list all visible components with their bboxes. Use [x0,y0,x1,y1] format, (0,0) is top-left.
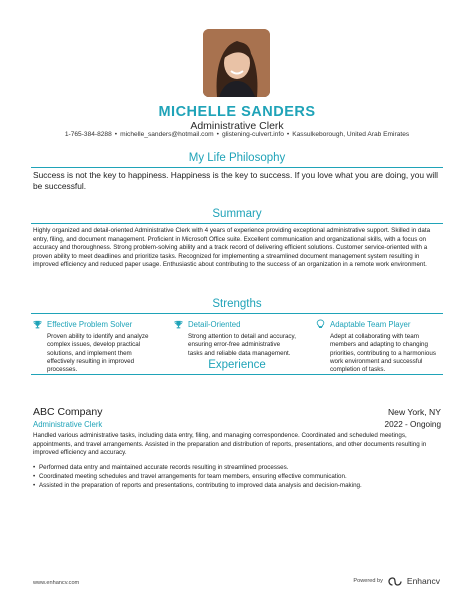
strength-title: Effective Problem Solver [47,319,133,329]
separator: • [114,131,118,138]
strength-title: Detail-Oriented [188,319,241,329]
strength-title: Adaptable Team Player [330,319,411,329]
job-location: New York, NY [387,407,441,417]
powered-by-text: Powered by [353,578,383,584]
job-role: Administrative Clerk [33,420,103,429]
trophy-icon [33,320,42,329]
enhancv-logo-icon [388,577,402,586]
website-link[interactable]: glistening-culvert.info [221,131,284,138]
phone-number: 1-765-384-8288 [64,131,112,138]
summary-text: Highly organized and detail-oriented Administrative Clerk with 4 years of experience providing exceptional administrative support. Skilled in data entry, filing, and document management. Proficient in Microsoft Office suite. Excellent communication and organizational skills, with a focus on accuracy and thoroughness. Strong problem-solving ability and a track record of delivering efficient solutions. Customer service-oriented with a proven ability to meet deadlines and prioritize tasks. Recognized for implementing a streamlined document management system resulting in improved efficiency and reduced paper usage. Enthusiastic about contributing to the success of an organization in a remote work environment. [33,227,431,269]
section-divider [31,223,443,224]
job-title: Administrative Clerk [190,120,284,132]
strength-description: Strong attention to detail and accuracy, ensuring error-free administrative tasks and reliable data management. [188,333,296,357]
brand-name[interactable]: Enhancv [406,576,440,586]
job-description: Handled various administrative tasks, including data entry, filing, and managing correspondence. Coordinated and scheduled meetings, appointments, and travel arrangements. Assisted in the preparation and distribution of reports, presentations, and other documents resulting in improved efficiency and accuracy. [33,432,427,457]
trophy-icon [174,320,183,329]
summary-heading: Summary [212,208,262,220]
strength-item [174,318,296,358]
footer-url[interactable]: www.enhancv.com [33,580,80,586]
achievement-list [33,463,445,490]
email-address[interactable]: michelle_sanders@hotmail.com [120,131,214,138]
separator: • [216,131,219,138]
strength-description: Proven ability to identify and analyze complex issues, develop practical solutions, and implement them effectively resulting in improved processes. [47,333,149,374]
candidate-name: MICHELLE SANDERS [158,104,316,120]
section-divider [31,374,443,375]
list-item: • Performed data entry and maintained accurate records resulting in streamlined processes. [33,463,445,472]
job-dates: 2022 - Ongoing [384,420,441,429]
experience-heading: Experience [208,359,266,371]
strengths-heading: Strengths [212,298,262,310]
lightbulb-icon [316,319,325,329]
philosophy-text: Success is not the key to happiness. Happiness is the key to success. If you love what you are doing, you will be successful. [33,170,439,191]
philosophy-heading: My Life Philosophy [188,152,286,164]
list-item: • Coordinated meeting schedules and travel arrangements for team members, ensuring effective communication. [33,472,445,481]
profile-photo [203,29,270,97]
footer-branding [353,576,440,586]
section-divider [31,167,443,168]
section-divider [31,313,443,314]
company-name: ABC Company [33,406,103,418]
contact-line [0,131,474,138]
location-text: Kassulkeborough, United Arab Emirates [292,131,410,138]
separator: • [286,131,290,138]
list-item: • Assisted in the preparation of reports and presentations, contributing to improved data analysis and decision-making. [33,481,445,490]
strength-description: Adept at collaborating with team members and adapting to changing priorities, contributing to a harmonious work environment and successful completion of tasks. [330,333,436,374]
